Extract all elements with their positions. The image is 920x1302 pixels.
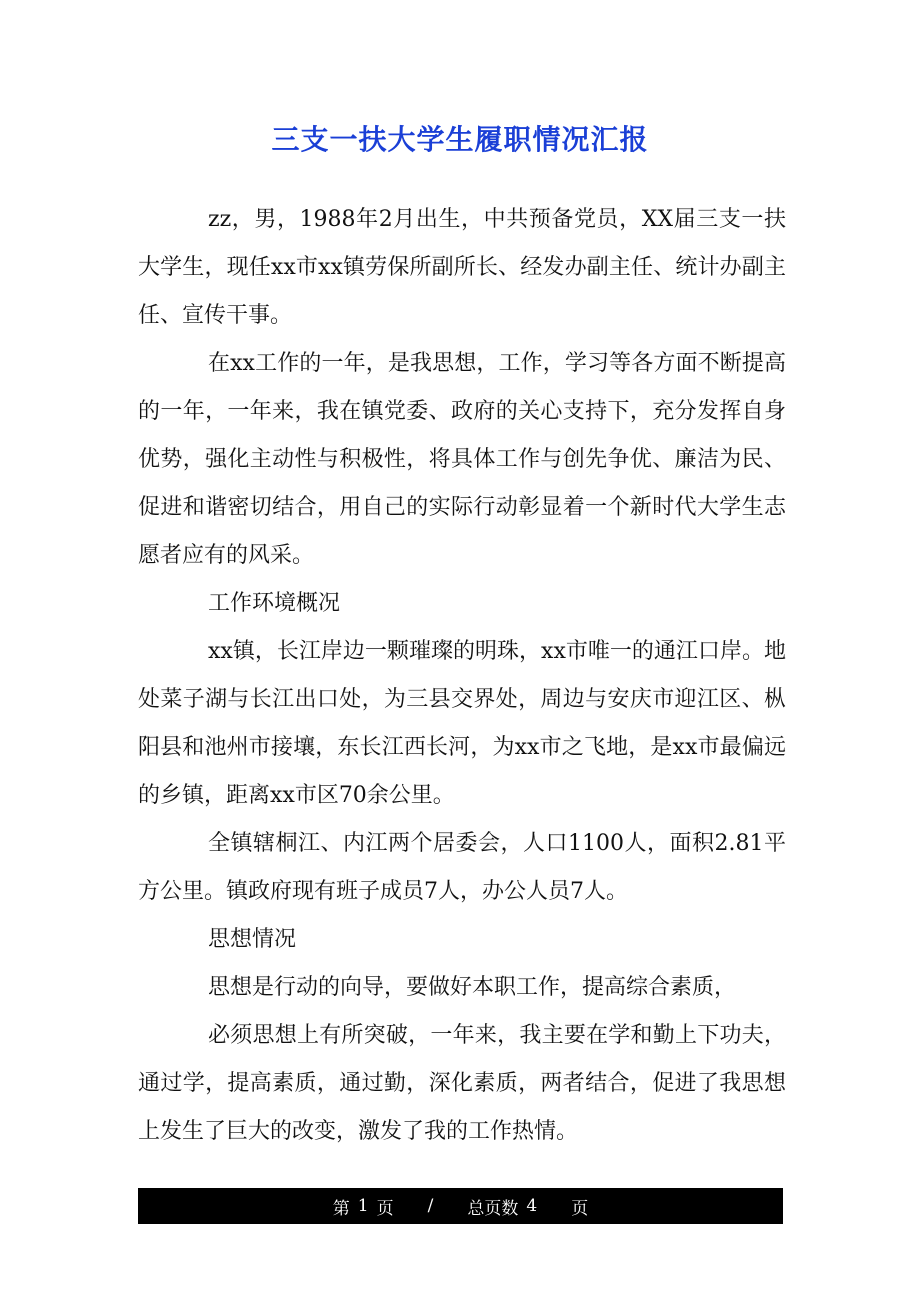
paragraph-town-stats: 全镇辖桐江、内江两个居委会，人口1100人，面积2.81平方公里。镇政府现有班子成员7人，办公人员7人。: [138, 831, 786, 904]
document-title: 三支一扶大学生履职情况汇报: [271, 123, 649, 156]
paragraph-town-description: xx镇，长江岸边一颗璀璨的明珠，xx市唯一的通江口岸。地处菜子湖与长江出口处，为三县交界处，周边与安庆市迎江区、枞阳县和池州市接壤，东长江西长河，为xx市之飞地，是xx市最偏远的乡镇，距离xx市区70余公里。: [138, 639, 786, 808]
paragraph-intro: zz，男，1988年2月出生，中共预备党员，XX届三支一扶大学生，现任xx市xx镇劳保所副所长、经发办副主任、统计办副主任、宣传干事。: [138, 207, 786, 328]
document-body: [138, 196, 786, 1156]
footer-total-suffix: 页: [571, 1198, 589, 1219]
paragraph-work-year: 在xx工作的一年，是我思想，工作，学习等各方面不断提高的一年，一年来，我在镇党委、政府的关心支持下，充分发挥自身优势，强化主动性与积极性，将具体工作与创先争优、廉洁为民、促进和谐密切结合，用自己的实际行动彰显着一个新时代大学生志愿者应有的风采。: [138, 351, 786, 568]
footer-page-suffix: 页: [376, 1198, 394, 1219]
section-heading-thoughts: 思想情况: [208, 927, 297, 952]
footer-total-prefix: 总页数: [467, 1198, 519, 1219]
footer-separator: /: [427, 1196, 434, 1216]
footer-page-prefix: 第: [332, 1198, 350, 1219]
section-heading-environment: 工作环境概况: [208, 591, 341, 616]
footer-page-number: 1: [357, 1196, 369, 1216]
paragraph-thoughts-1: 思想是行动的向导，要做好本职工作，提高综合素质，: [208, 975, 737, 1000]
paragraph-thoughts-2: 必须思想上有所突破，一年来，我主要在学和勤上下功夫，通过学，提高素质，通过勤，深化素质，两者结合，促进了我思想上发生了巨大的改变，激发了我的工作热情。: [138, 1023, 786, 1144]
footer-total-pages: 4: [526, 1196, 538, 1216]
page-footer: [138, 1188, 783, 1224]
